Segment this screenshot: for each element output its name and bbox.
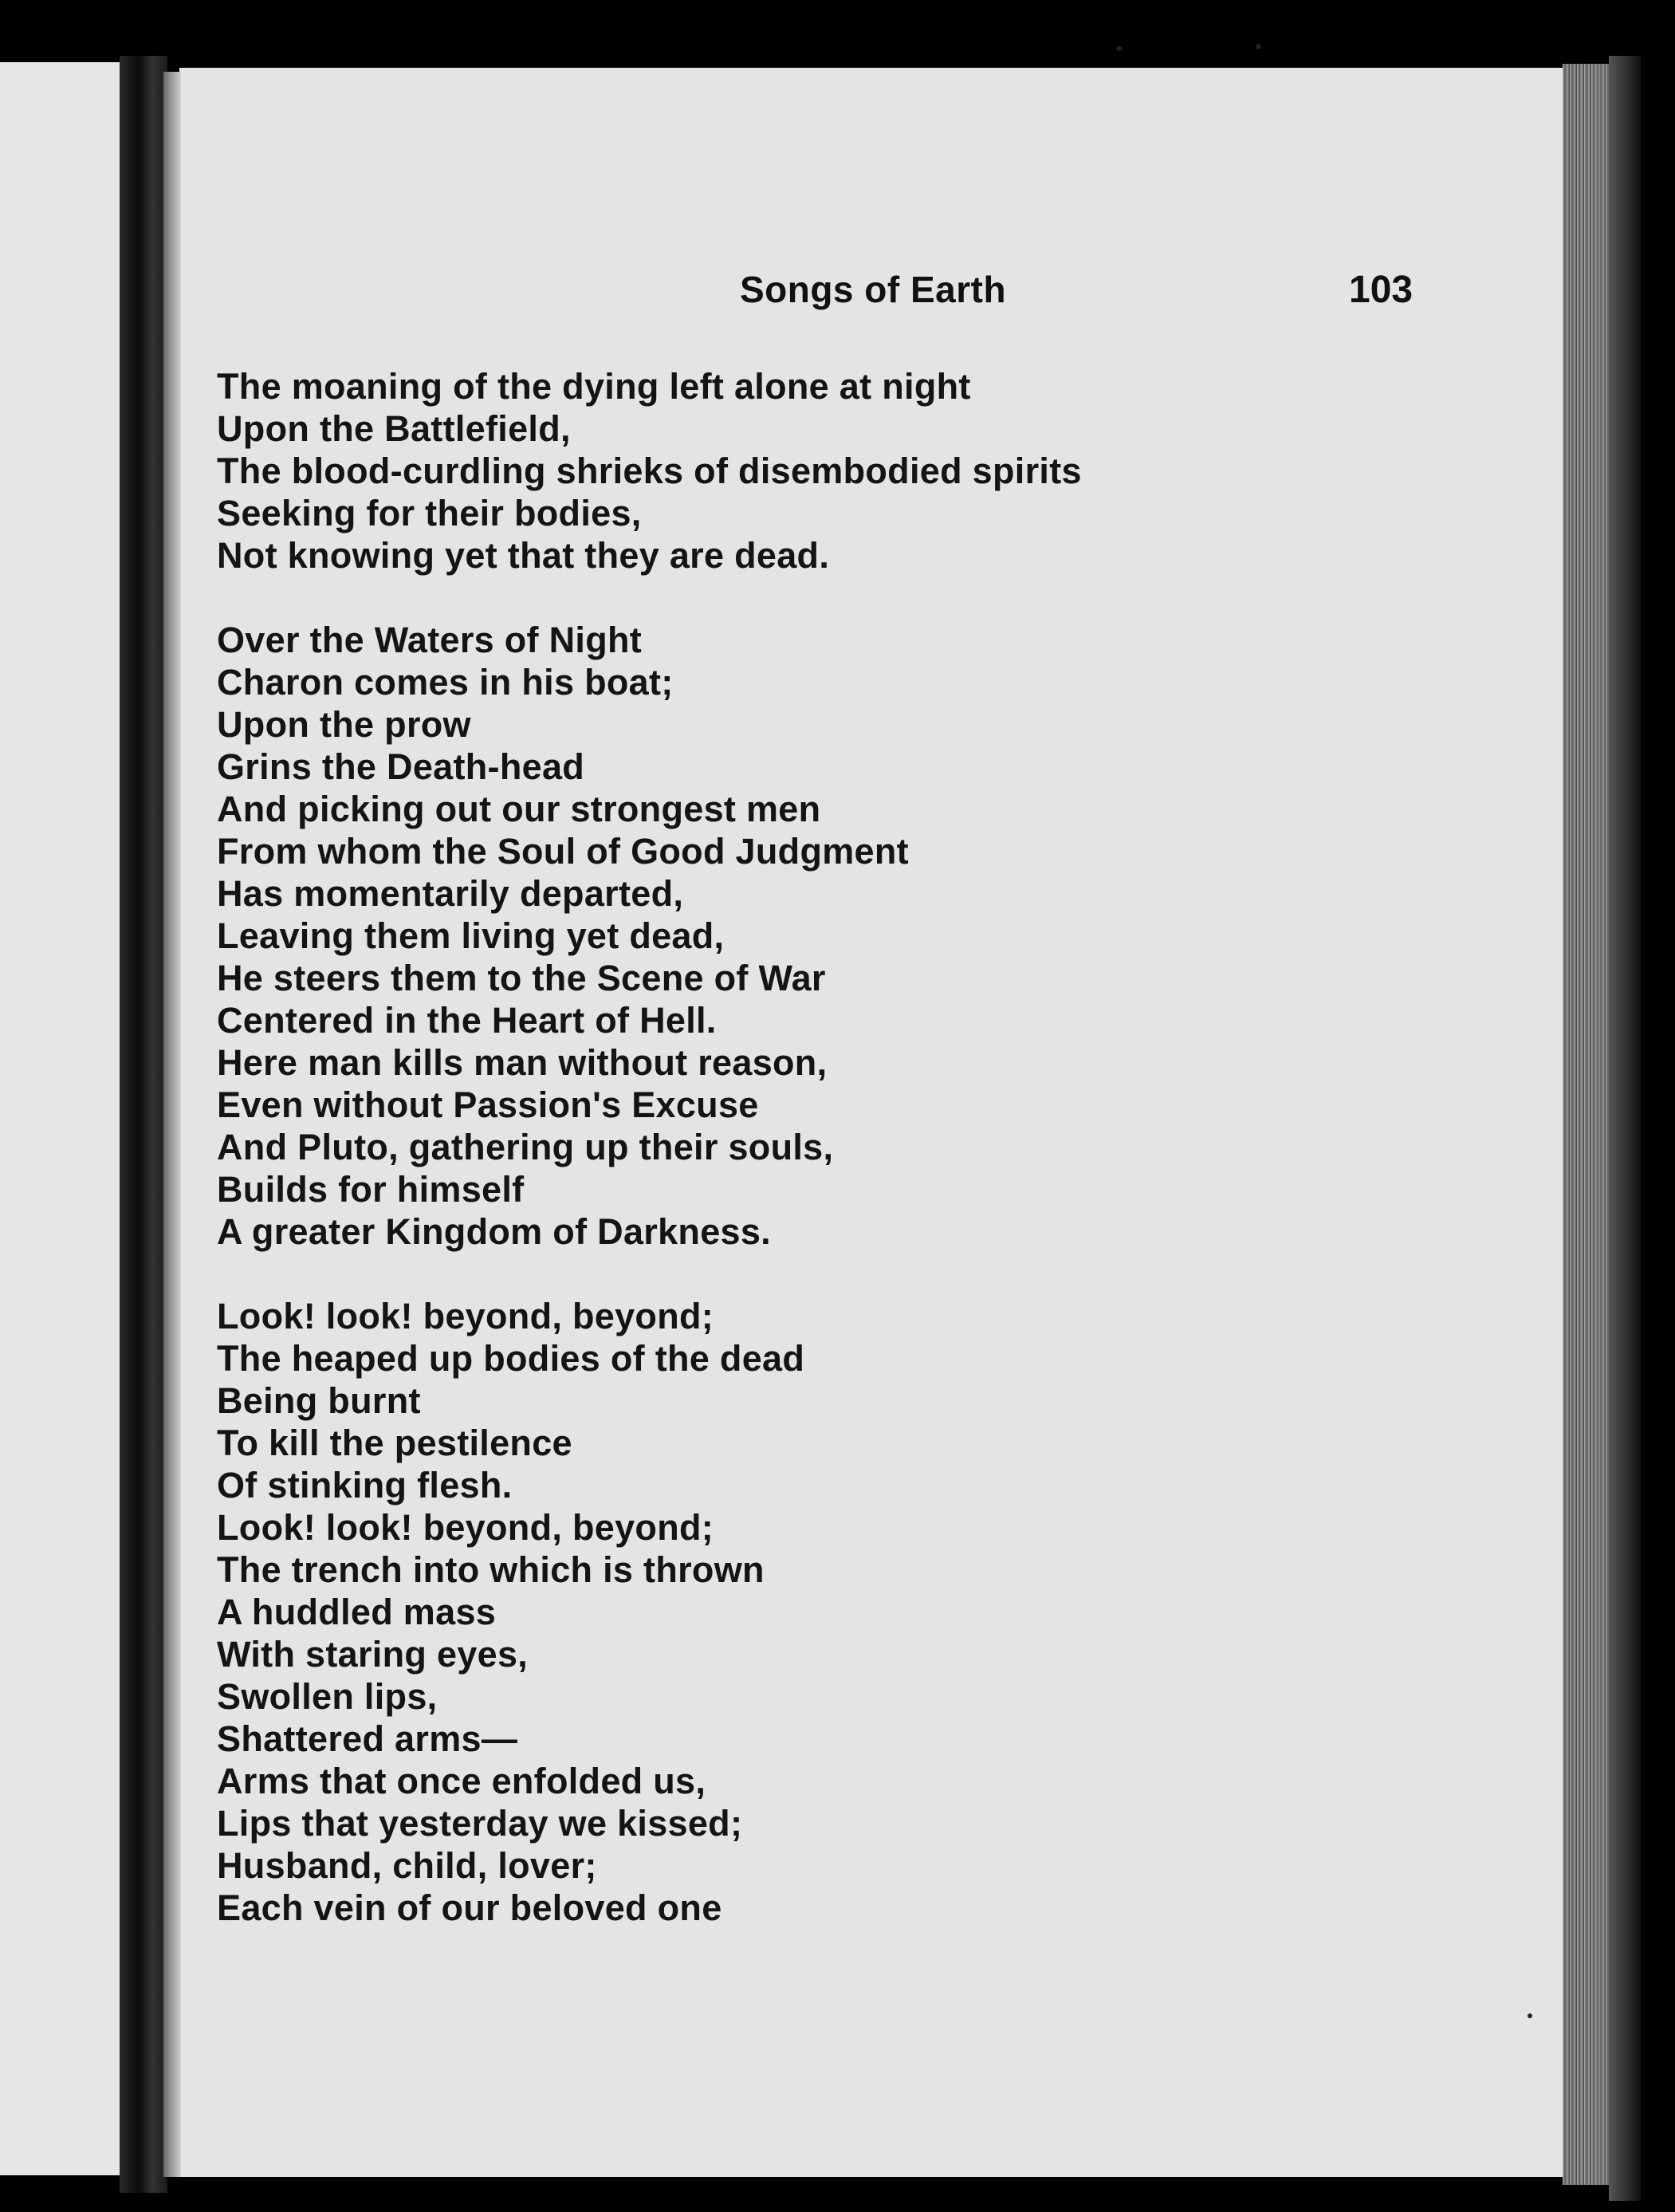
gutter-shadow: [163, 72, 181, 2177]
poem-line: And picking out our strongest men: [217, 789, 821, 829]
poem-line: A greater Kingdom of Darkness.: [217, 1211, 771, 1252]
poem-line: The blood-curdling shrieks of disembodied spirits: [217, 451, 1082, 491]
poem-line: Look! look! beyond, beyond;: [217, 1507, 714, 1548]
poem-line: Here man kills man without reason,: [217, 1042, 828, 1083]
poem-line: The heaped up bodies of the dead: [217, 1338, 805, 1379]
dust-speck: [1116, 46, 1123, 51]
poem-line: Upon the Battlefield,: [217, 408, 571, 449]
right-shadow: [1609, 56, 1641, 2201]
poem-line: Centered in the Heart of Hell.: [217, 1000, 717, 1041]
poem-line: From whom the Soul of Good Judgment: [217, 831, 909, 872]
poem-line: Seeking for their bodies,: [217, 493, 642, 533]
poem-line: Of stinking flesh.: [217, 1465, 513, 1505]
poem-line: Lips that yesterday we kissed;: [217, 1803, 743, 1844]
page-edges: [1563, 64, 1610, 2185]
stanza: [217, 619, 1524, 1253]
poem-line: Swollen lips,: [217, 1676, 438, 1717]
poem-line: Builds for himself: [217, 1169, 525, 1210]
previous-page-edge: [0, 62, 128, 2175]
poem-line: With staring eyes,: [217, 1634, 529, 1675]
poem-line: And Pluto, gathering up their souls,: [217, 1127, 834, 1167]
dust-speck: [1528, 2013, 1532, 2018]
book-gutter: [120, 56, 167, 2193]
poem-line: Being burnt: [217, 1380, 421, 1421]
poem-line: Shattered arms—: [217, 1718, 518, 1759]
poem-line: He steers them to the Scene of War: [217, 958, 826, 998]
poem-line: Even without Passion's Excuse: [217, 1084, 759, 1125]
poem-line: Each vein of our beloved one: [217, 1887, 722, 1928]
poem-line: Grins the Death-head: [217, 746, 585, 787]
page-number: 103: [1349, 269, 1414, 311]
poem-line: To kill the pestilence: [217, 1423, 572, 1463]
poem-line: Husband, child, lover;: [217, 1845, 597, 1886]
stanza: [217, 365, 1524, 577]
poem-line: Leaving them living yet dead,: [217, 915, 725, 956]
poem-line: Has momentarily departed,: [217, 873, 684, 914]
poem-line: Arms that once enfolded us,: [217, 1761, 706, 1801]
running-head: Songs of Earth: [739, 269, 1007, 310]
poem-line: The trench into which is thrown: [217, 1549, 765, 1590]
poem-line: The moaning of the dying left alone at night: [217, 366, 971, 407]
poem-line: A huddled mass: [217, 1592, 497, 1632]
stanza: [217, 1295, 1524, 1929]
dust-speck: [1256, 44, 1261, 49]
poem-line: Look! look! beyond, beyond;: [217, 1296, 714, 1336]
poem-body: [217, 365, 1524, 1929]
poem-line: Upon the prow: [217, 704, 471, 745]
poem-line: Not knowing yet that they are dead.: [217, 535, 830, 576]
poem-line: Over the Waters of Night: [217, 620, 643, 660]
poem-line: Charon comes in his boat;: [217, 662, 674, 703]
